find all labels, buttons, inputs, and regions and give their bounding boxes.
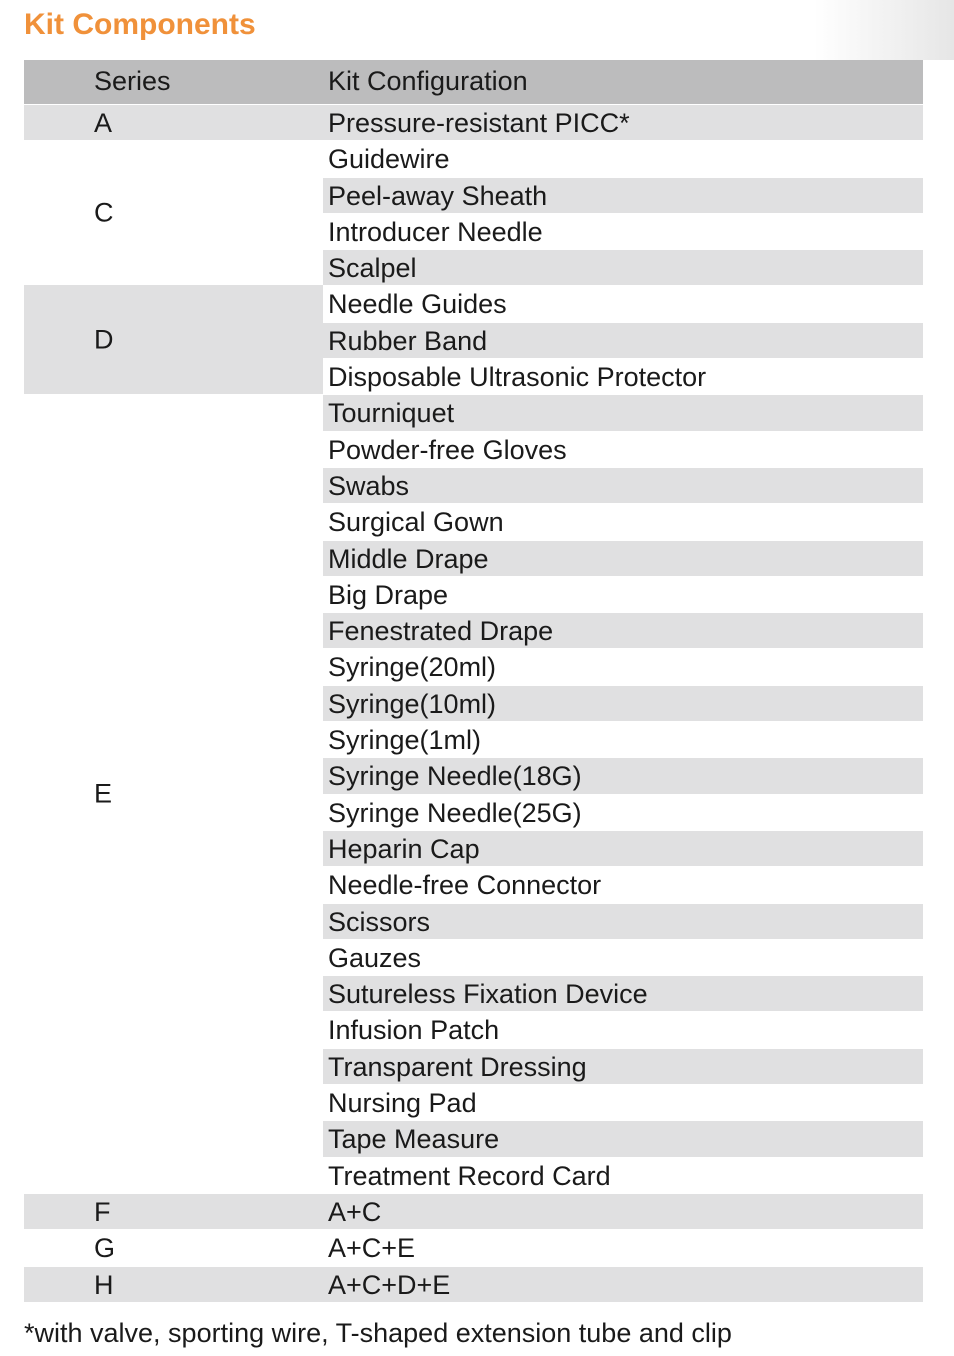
- config-item: Scissors: [323, 903, 923, 939]
- config-item: Big Drape: [323, 576, 923, 612]
- series-cell: [24, 140, 323, 285]
- series-label: H: [94, 1269, 114, 1300]
- table-row: [24, 104, 923, 140]
- config-item: Syringe Needle(18G): [323, 757, 923, 793]
- config-item: Syringe(20ml): [323, 648, 923, 684]
- series-group: [24, 1229, 923, 1265]
- config-item: Pressure-resistant PICC*: [328, 108, 630, 138]
- config-item: Needle Guides: [323, 285, 923, 321]
- series-column-header: Series: [94, 66, 171, 96]
- series-group: [24, 140, 923, 285]
- config-item: Tape Measure: [323, 1120, 923, 1156]
- config-item: Scalpel: [323, 249, 923, 285]
- series-group: [24, 285, 923, 394]
- config-item: A+C+E: [328, 1233, 416, 1264]
- series-label: E: [94, 778, 113, 809]
- config-item: Surgical Gown: [323, 503, 923, 539]
- series-cell: [24, 285, 323, 394]
- page-title: Kit Components: [24, 8, 256, 41]
- series-cell: [24, 394, 323, 1193]
- table-header: [24, 60, 923, 104]
- config-column-header: Kit Configuration: [328, 66, 528, 96]
- series-label: A: [94, 108, 113, 138]
- config-item: Rubber Band: [323, 322, 923, 358]
- table-row: [24, 1266, 923, 1302]
- config-item: Gauzes: [323, 939, 923, 975]
- config-item: Swabs: [323, 467, 923, 503]
- config-item: Syringe(10ml): [323, 685, 923, 721]
- series-group: [24, 104, 923, 140]
- config-item: Treatment Record Card: [323, 1157, 923, 1193]
- config-item: Infusion Patch: [323, 1011, 923, 1047]
- config-item: Fenestrated Drape: [323, 612, 923, 648]
- corner-shade: [814, 0, 954, 60]
- series-group: [24, 1266, 923, 1302]
- config-item: A+C: [328, 1196, 382, 1227]
- config-item: Sutureless Fixation Device: [323, 975, 923, 1011]
- table-row: [24, 1193, 923, 1229]
- series-label: C: [94, 197, 114, 228]
- config-item: Powder-free Gloves: [323, 431, 923, 467]
- table-body: [24, 104, 923, 1302]
- config-item: Middle Drape: [323, 540, 923, 576]
- config-item: Transparent Dressing: [323, 1048, 923, 1084]
- series-label: F: [94, 1196, 111, 1227]
- config-item: Nursing Pad: [323, 1084, 923, 1120]
- config-item: Disposable Ultrasonic Protector: [323, 358, 923, 394]
- series-group: [24, 394, 923, 1193]
- config-item: Peel-away Sheath: [323, 177, 923, 213]
- config-item: Tourniquet: [323, 394, 923, 430]
- series-group: [24, 1193, 923, 1229]
- config-item: Introducer Needle: [323, 213, 923, 249]
- config-item: Heparin Cap: [323, 830, 923, 866]
- config-item: Guidewire: [323, 140, 923, 176]
- config-item: Needle-free Connector: [323, 866, 923, 902]
- config-item: A+C+D+E: [328, 1269, 451, 1300]
- series-label: G: [94, 1233, 116, 1264]
- config-item: Syringe Needle(25G): [323, 794, 923, 830]
- table-row: [24, 1229, 923, 1265]
- series-label: D: [94, 324, 114, 355]
- config-item: Syringe(1ml): [323, 721, 923, 757]
- kit-components-table: [24, 60, 923, 1302]
- footnote: *with valve, sporting wire, T-shaped extension tube and clip: [24, 1318, 732, 1348]
